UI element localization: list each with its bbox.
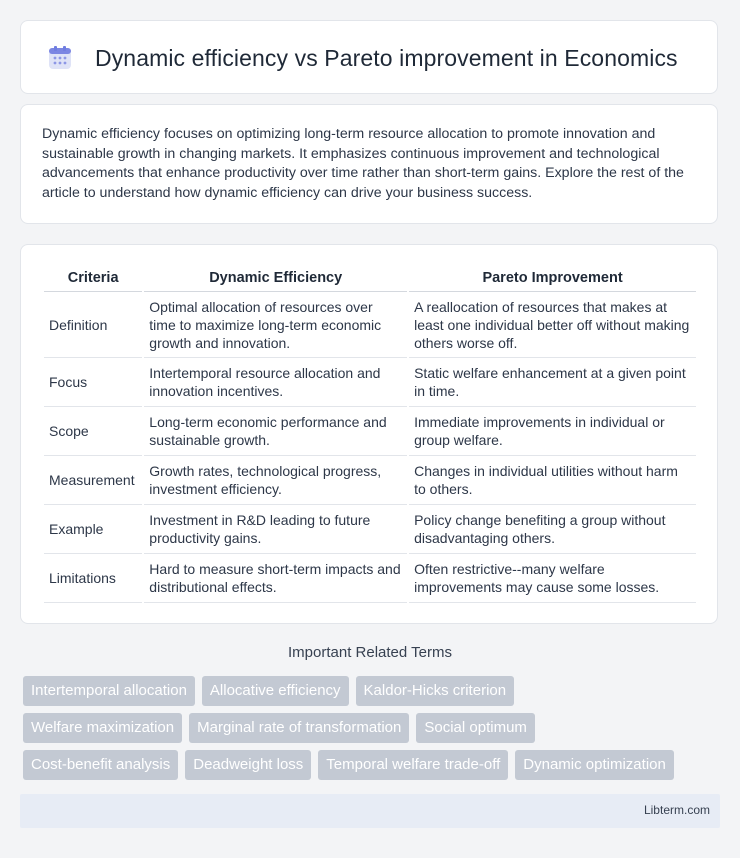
page-title: Dynamic efficiency vs Pareto improvement in Economics bbox=[95, 45, 678, 71]
column-header-pareto-improvement: Pareto Improvement bbox=[409, 265, 696, 292]
tag-row bbox=[23, 676, 723, 706]
tag-marginal-rate-of-transformation[interactable]: Marginal rate of transformation bbox=[189, 713, 409, 743]
column-header-dynamic-efficiency: Dynamic Efficiency bbox=[144, 265, 407, 292]
tag-social-optimum[interactable]: Social optimum bbox=[416, 713, 535, 743]
table-cell: Often restrictive--many welfare improvements may cause some losses. bbox=[409, 554, 696, 603]
table-cell: Definition bbox=[44, 292, 142, 358]
table-cell: Hard to measure short-term impacts and distributional effects. bbox=[144, 554, 407, 603]
tag-row bbox=[23, 713, 723, 743]
tag-row bbox=[23, 750, 723, 780]
table-row bbox=[44, 358, 696, 407]
intro-card bbox=[20, 104, 718, 224]
related-terms-title: Important Related Terms bbox=[288, 644, 452, 661]
tag-temporal-welfare-trade-off[interactable]: Temporal welfare trade-off bbox=[318, 750, 508, 780]
table-cell: Changes in individual utilities without harm to others. bbox=[409, 456, 696, 505]
calendar-icon bbox=[47, 45, 73, 71]
tag-kaldor-hicks-criterion[interactable]: Kaldor-Hicks criterion bbox=[356, 676, 515, 706]
table-cell: Long-term economic performance and sustainable growth. bbox=[144, 407, 407, 456]
table-cell: Measurement bbox=[44, 456, 142, 505]
tag-welfare-maximization[interactable]: Welfare maximization bbox=[23, 713, 182, 743]
comparison-table bbox=[42, 265, 698, 603]
table-cell: Static welfare enhancement at a given point in time. bbox=[409, 358, 696, 407]
tag-deadweight-loss[interactable]: Deadweight loss bbox=[185, 750, 311, 780]
table-cell: Intertemporal resource allocation and innovation incentives. bbox=[144, 358, 407, 407]
table-cell: A reallocation of resources that makes at least one individual better off without making others worse off. bbox=[409, 292, 696, 358]
table-cell: Optimal allocation of resources over time to maximize long-term economic growth and innovation. bbox=[144, 292, 407, 358]
tag-cost-benefit-analysis[interactable]: Cost-benefit analysis bbox=[23, 750, 178, 780]
table-cell: Investment in R&D leading to future productivity gains. bbox=[144, 505, 407, 554]
table-cell: Example bbox=[44, 505, 142, 554]
intro-text: Dynamic efficiency focuses on optimizing long-term resource allocation to promote innovation and sustainable growth in changing markets. It emphasizes continuous improvement and technological advancements that enhance productivity over time rather than short-term gains. Explore the rest of the article to understand how dynamic efficiency can drive your business success. bbox=[42, 126, 684, 201]
related-terms-list bbox=[23, 676, 723, 787]
table-cell: Scope bbox=[44, 407, 142, 456]
table-row bbox=[44, 456, 696, 505]
tag-allocative-efficiency[interactable]: Allocative efficiency bbox=[202, 676, 349, 706]
table-row bbox=[44, 292, 696, 358]
tag-intertemporal-allocation[interactable]: Intertemporal allocation bbox=[23, 676, 195, 706]
table-header-row bbox=[44, 265, 696, 292]
footer bbox=[20, 794, 720, 828]
table-cell: Immediate improvements in individual or group welfare. bbox=[409, 407, 696, 456]
table-cell: Limitations bbox=[44, 554, 142, 603]
table-row bbox=[44, 407, 696, 456]
table-row bbox=[44, 505, 696, 554]
header-card bbox=[20, 20, 718, 94]
comparison-table-card bbox=[20, 244, 718, 624]
tag-dynamic-optimization[interactable]: Dynamic optimization bbox=[515, 750, 674, 780]
table-cell: Policy change benefiting a group without disadvantaging others. bbox=[409, 505, 696, 554]
footer-brand[interactable]: Libterm.com bbox=[643, 803, 710, 817]
table-cell: Focus bbox=[44, 358, 142, 407]
table-cell: Growth rates, technological progress, investment efficiency. bbox=[144, 456, 407, 505]
table-row bbox=[44, 554, 696, 603]
column-header-criteria: Criteria bbox=[44, 265, 142, 292]
